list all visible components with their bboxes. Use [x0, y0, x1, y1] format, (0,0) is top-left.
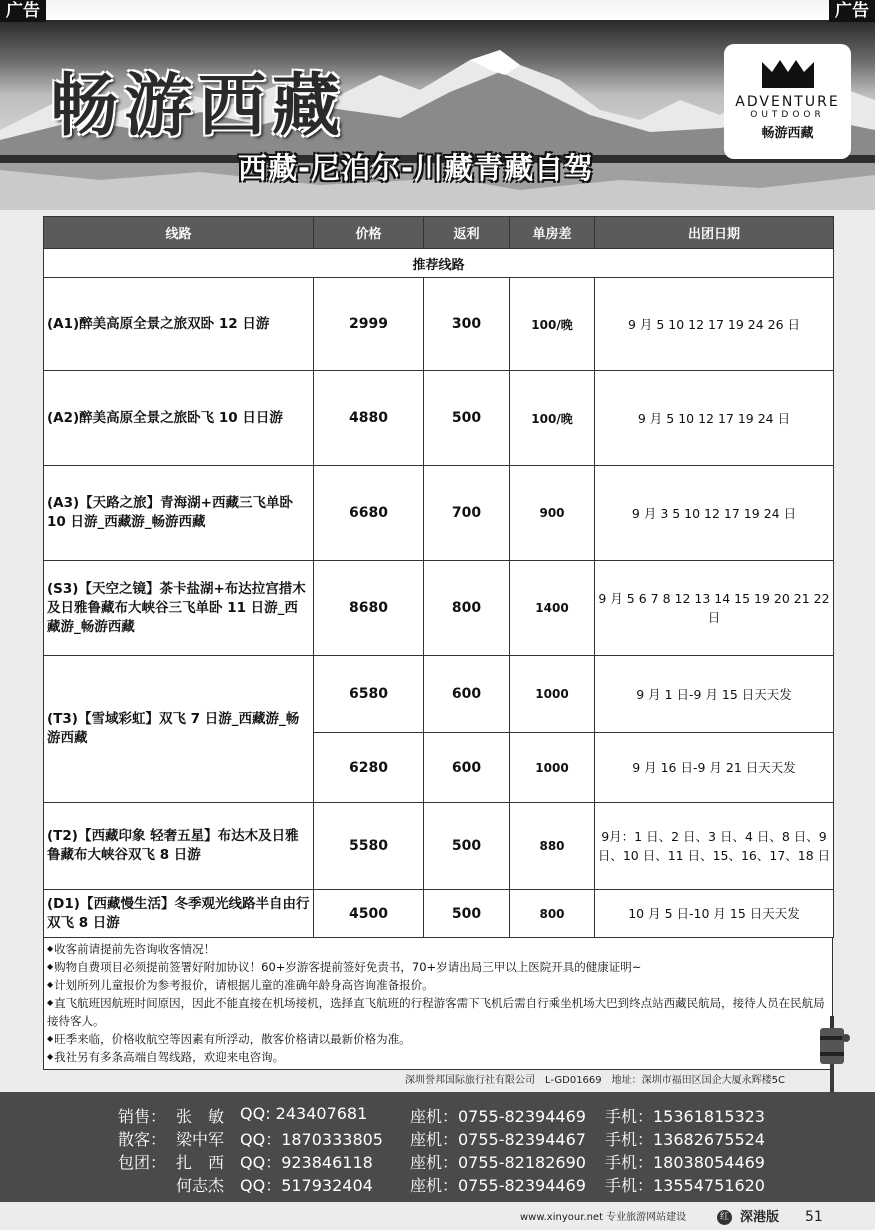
note-item: ◆ 收客前请提前先咨询收客情况！: [47, 940, 829, 958]
route-cell: (A1)醉美高原全景之旅双卧 12 日游: [44, 278, 314, 371]
price-table-container: [43, 216, 833, 1070]
header-single-supplement: 单房差: [510, 217, 595, 249]
contact-name: 扎 西: [176, 1153, 225, 1172]
contact-phone: 座机：0755-82394469: [410, 1176, 586, 1195]
section-label: 推荐线路: [44, 249, 834, 278]
single-supplement-cell: 880: [510, 803, 595, 890]
ad-label-left: 广告: [0, 0, 46, 22]
price-cell: 6580: [314, 656, 424, 733]
table-row: [44, 890, 834, 938]
table-row: [44, 803, 834, 890]
route-cell: (T3)【雪域彩虹】双飞 7 日游_西藏游_畅游西藏: [44, 656, 314, 803]
table-row: [44, 371, 834, 466]
note-item: ◆ 直飞航班因航班时间原因，因此不能直接在机场接机，选择直飞航班的行程游客需下飞机后需自行乘坐机场大巴到终点站西藏民航局，接待人员在民航局接待客人。: [47, 994, 829, 1030]
contact-row: [0, 1150, 875, 1173]
header-departure-dates: 出团日期: [595, 217, 834, 249]
logo-cn-text: 畅游西藏: [761, 126, 814, 141]
rebate-cell: 500: [424, 371, 510, 466]
route-cell: (T2)【西藏印象 轻奢五星】布达木及日雅鲁藏布大峡谷双飞 8 日游: [44, 803, 314, 890]
route-cell: (A2)醉美高原全景之旅卧飞 10 日日游: [44, 371, 314, 466]
dates-cell: 9 月 5 10 12 17 19 24 日: [595, 371, 834, 466]
dates-cell: 9 月 5 10 12 17 19 24 26 日: [595, 278, 834, 371]
single-supplement-cell: 1400: [510, 561, 595, 656]
page-number: 51: [805, 1209, 823, 1225]
section-row: [44, 249, 834, 278]
single-supplement-cell: 1000: [510, 656, 595, 733]
banner-title: 畅游西藏: [50, 66, 347, 146]
route-cell: (D1)【西藏慢生活】冬季观光线路半自由行双飞 8 日游: [44, 890, 314, 938]
header-route: 线路: [44, 217, 314, 249]
table-row: [44, 656, 834, 733]
table-row: [44, 466, 834, 561]
contact-qq: QQ：923846118: [240, 1153, 373, 1172]
contact-mobile: 手机：15361815323: [605, 1107, 765, 1126]
single-supplement-cell: 900: [510, 466, 595, 561]
ad-label-right: 广告: [829, 0, 875, 22]
rebate-cell: 500: [424, 803, 510, 890]
rebate-cell: 800: [424, 561, 510, 656]
price-cell: 6280: [314, 733, 424, 803]
contact-role: 包团：: [118, 1153, 167, 1172]
contact-role: 销售：: [118, 1107, 167, 1126]
note-item: ◆ 购物自费项目必须提前签署好附加协议！60+岁游客提前签好免责书，70+岁请出局三甲以上医院开具的健康证明~: [47, 958, 829, 976]
contact-phone: 座机：0755-82182690: [410, 1153, 586, 1172]
contact-row: [0, 1104, 875, 1127]
rebate-cell: 600: [424, 656, 510, 733]
header-rebate: 返利: [424, 217, 510, 249]
header-price: 价格: [314, 217, 424, 249]
dates-cell: 9 月 16 日-9 月 21 日天天发: [595, 733, 834, 803]
dates-cell: 9月：1 日、2 日、3 日、4 日、8 日、9 日、10 日、11 日、15、16、17、18 日: [595, 803, 834, 890]
page-footer: [0, 1205, 875, 1230]
dates-cell: 9 月 1 日-9 月 15 日天天发: [595, 656, 834, 733]
contact-row: [0, 1173, 875, 1196]
dates-cell: 9 月 3 5 10 12 17 19 24 日: [595, 466, 834, 561]
contact-name: 梁中军: [176, 1130, 225, 1149]
footer-site: www.xinyour.net 专业旅游网站建设: [520, 1212, 687, 1223]
single-supplement-cell: 100/晚: [510, 371, 595, 466]
contact-row: [0, 1127, 875, 1150]
route-cell: (S3)【天空之镜】茶卡盐湖+布达拉宫措木及日雅鲁藏布大峡谷三飞单卧 11 日游_西藏游_畅游西藏: [44, 561, 314, 656]
single-supplement-cell: 800: [510, 890, 595, 938]
notes-box: [43, 938, 833, 1070]
mountain-logo-icon: [762, 58, 814, 88]
table-header-row: [44, 217, 834, 249]
contact-name: 张 敏: [176, 1107, 225, 1126]
price-cell: 8680: [314, 561, 424, 656]
contact-qq: QQ：1870333805: [240, 1130, 383, 1149]
contact-phone: 座机：0755-82394467: [410, 1130, 586, 1149]
rebate-cell: 300: [424, 278, 510, 371]
contact-name: 何志杰: [176, 1176, 225, 1195]
price-table: [43, 216, 834, 938]
rebate-cell: 500: [424, 890, 510, 938]
price-cell: 5580: [314, 803, 424, 890]
table-row: [44, 561, 834, 656]
banner-subtitle: 西藏-尼泊尔-川藏青藏自驾: [238, 151, 595, 185]
price-cell: 4500: [314, 890, 424, 938]
brand-logo: [724, 44, 851, 159]
contacts-panel: [0, 1092, 875, 1202]
contact-role: 散客：: [118, 1130, 167, 1149]
single-supplement-cell: 100/晚: [510, 278, 595, 371]
note-item: ◆ 我社另有多条高端自驾线路，欢迎来电咨询。: [47, 1048, 829, 1066]
contact-qq: QQ: 243407681: [240, 1104, 368, 1123]
note-item: ◆ 旺季来临，价格收航空等因素有所浮动，散客价格请以最新价格为准。: [47, 1030, 829, 1048]
company-info: 深圳誉邦国际旅行社有限公司 L-GD01669 地址：深圳市福田区国企大厦永辉楼5C: [405, 1075, 785, 1086]
price-cell: 2999: [314, 278, 424, 371]
logo-brand-text: ADVENTURE: [735, 94, 840, 110]
single-supplement-cell: 1000: [510, 733, 595, 803]
contact-phone: 座机：0755-82394469: [410, 1107, 586, 1126]
note-item: ◆ 计划所列儿童报价为参考报价，请根据儿童的准确年龄身高咨询准备报价。: [47, 976, 829, 994]
logo-sub-text: OUTDOOR: [750, 110, 825, 120]
footer-edition: 深港版: [740, 1210, 780, 1225]
contact-mobile: 手机：13682675524: [605, 1130, 765, 1149]
contact-mobile: 手机：18038054469: [605, 1153, 765, 1172]
dates-cell: 9 月 5 6 7 8 12 13 14 15 19 20 21 22 日: [595, 561, 834, 656]
price-cell: 4880: [314, 371, 424, 466]
contact-qq: QQ：517932404: [240, 1176, 373, 1195]
contact-mobile: 手机：13554751620: [605, 1176, 765, 1195]
rebate-cell: 600: [424, 733, 510, 803]
table-row: [44, 278, 834, 371]
route-cell: (A3)【天路之旅】青海湖+西藏三飞单卧 10 日游_西藏游_畅游西藏: [44, 466, 314, 561]
dates-cell: 10 月 5 日-10 月 15 日天天发: [595, 890, 834, 938]
price-cell: 6680: [314, 466, 424, 561]
header-banner: [0, 0, 875, 210]
rebate-cell: 700: [424, 466, 510, 561]
footer-badge-icon: 红: [717, 1210, 732, 1225]
